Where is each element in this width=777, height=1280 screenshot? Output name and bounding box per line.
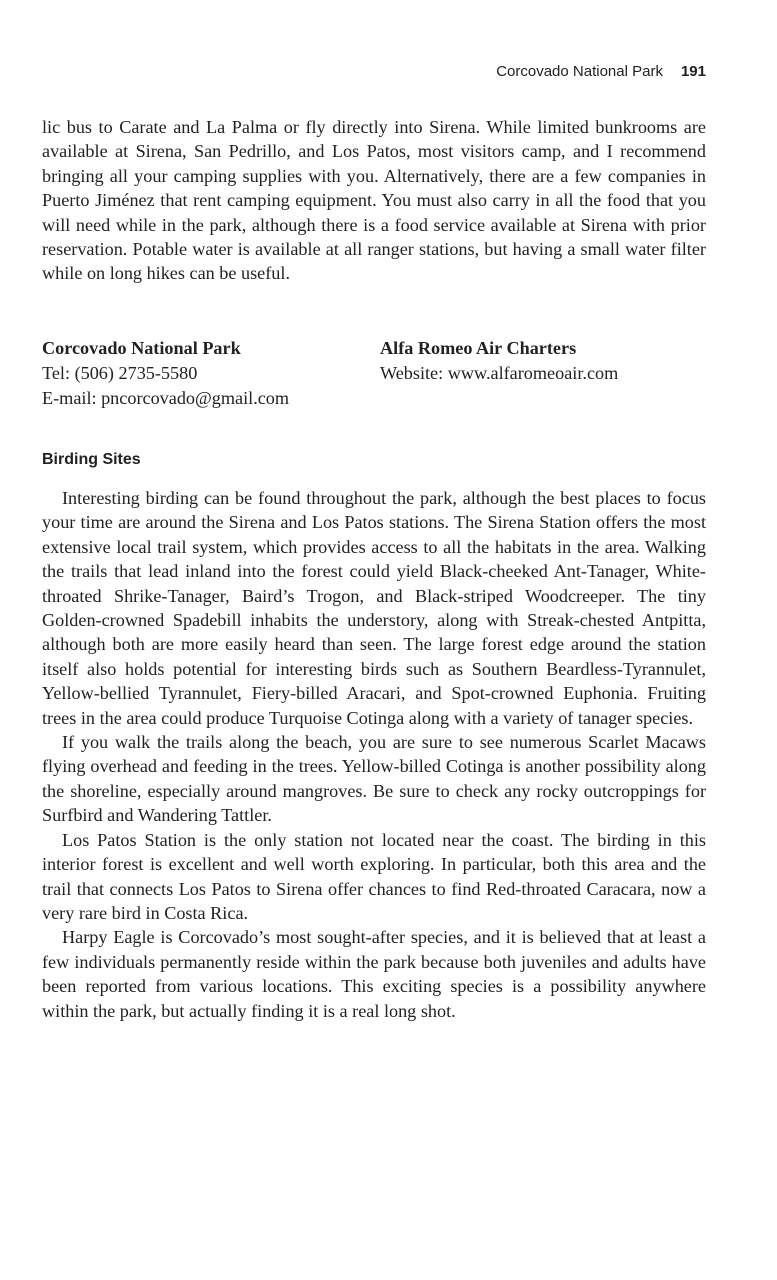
contact-website: Website: www.alfaromeoair.com — [380, 363, 619, 383]
contact-phone: Tel: (506) 2735-5580 — [42, 363, 198, 383]
intro-paragraph: lic bus to Carate and La Palma or fly directly into Sirena. While limited bunkrooms are available at Sirena, San Pedrillo, and Los Patos, most visitors camp, and I recommend bringing all your camping supplies with you. Alternatively, there are a few companies in Puerto Jiménez that rent camping equipment. You must also carry in all the food that you will need while in the park, although there is a food service available at Sirena with prior reservation. Potable water is available at all ranger stations, but having a small water filter while on long hikes can be useful. — [42, 117, 706, 284]
running-title: Corcovado National Park — [496, 63, 663, 80]
contact-listings — [42, 336, 706, 411]
contact-alfa-romeo-air-charters — [380, 336, 618, 411]
intro-text — [42, 115, 706, 286]
section-body — [42, 486, 706, 1023]
body-paragraph: Los Patos Station is the only station not located near the coast. The birding in this interior forest is excellent and well worth exploring. In particular, both this area and the trail that connects Los Patos to Sirena offer chances to find Red-throated Caracara, now a very rare bird in Costa Rica. — [42, 829, 706, 923]
contact-email: E-mail: pncorcovado@gmail.com — [42, 388, 290, 408]
body-paragraph: Interesting birding can be found throughout the park, although the best places to focus your time are around the Sirena and Los Patos stations. The Sirena Station offers the most extensive local trail system, which provides access to all the habitats in the area. Walking the trails that lead inland into the forest could yield Black-cheeked Ant-Tanager, White-throated Shrike-Tanager, Baird’s Trogon, and Black-striped Woodcreeper. The tiny Golden-crowned Spadebill inhabits the understory, along with Streak-chested Antpitta, although both are more easily heard than seen. The large forest edge around the station itself also holds potential for interesting birds such as Southern Beardless-Tyrannulet, Yellow-bellied Tyrannulet, Fiery-billed Aracari, and Spot-crowned Euphonia. Fruiting trees in the area could produce Turquoise Cotinga along with a variety of tanager species. — [42, 488, 706, 728]
contact-name: Corcovado National Park — [42, 338, 241, 358]
running-head — [496, 63, 706, 80]
contact-name: Alfa Romeo Air Charters — [380, 338, 577, 358]
body-paragraph: If you walk the trails along the beach, you are sure to see numerous Scarlet Macaws flying overhead and feeding in the trees. Yellow-billed Cotinga is another possibility along the shoreline, especially around mangroves. Be sure to check any rocky outcroppings for Surfbird and Wandering Tattler. — [42, 732, 706, 826]
page-number: 191 — [680, 63, 706, 80]
contact-corcovado-national-park — [42, 336, 380, 411]
section-heading: Birding Sites — [42, 451, 141, 468]
body-paragraph: Harpy Eagle is Corcovado’s most sought-after species, and it is believed that at least a few individuals permanently reside within the park because both juveniles and adults have been reported from various locations. This exciting species is a possibility anywhere within the park, but actually finding it is a real long shot. — [42, 927, 706, 1021]
